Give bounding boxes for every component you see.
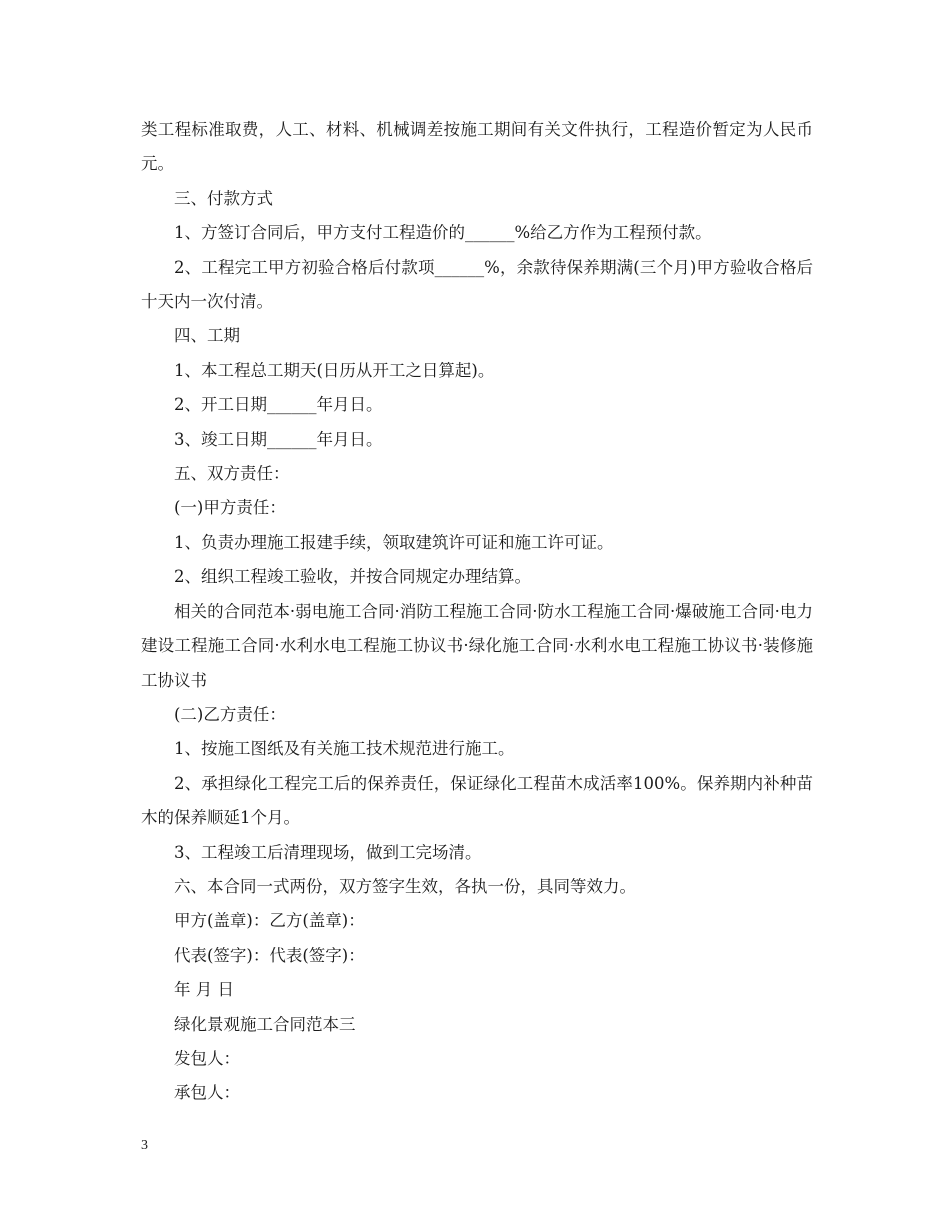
paragraph-cost-continuation: 类工程标准取费，人工、材料、机械调差按施工期间有关文件执行，工程造价暂定为人民币元。 — [141, 120, 813, 174]
subheading-party-a: (一)甲方责任： — [174, 498, 286, 518]
employer-line: 发包人： — [174, 1048, 240, 1068]
paragraph-party-a-1: 1、负责办理施工报建手续，领取建筑许可证和施工许可证。 — [174, 532, 614, 552]
signature-seal-line: 甲方(盖章)：乙方(盖章)： — [174, 911, 365, 931]
paragraph-schedule-3: 3、竣工日期______年月日。 — [174, 429, 383, 449]
paragraph-schedule-1: 1、本工程总工期天(日历从开工之日算起)。 — [174, 360, 495, 380]
paragraph-party-b-1: 1、按施工图纸及有关施工技术规范进行施工。 — [174, 739, 515, 759]
paragraph-party-b-3: 3、工程竣工后清理现场，做到工完场清。 — [174, 842, 482, 862]
contractor-line: 承包人： — [174, 1083, 240, 1103]
subheading-party-b: (二)乙方责任： — [174, 704, 286, 724]
section-heading-payment: 三、付款方式 — [174, 188, 273, 208]
paragraph-copies: 六、本合同一式两份，双方签字生效，各执一份，具同等效力。 — [174, 876, 636, 896]
paragraph-party-a-2: 2、组织工程竣工验收，并按合同规定办理结算。 — [174, 567, 531, 587]
paragraph-payment-2: 2、工程完工甲方初验合格后付款项______%，余款待保养期满(三个月)甲方验收合格后十天内一次付清。 — [141, 257, 813, 312]
paragraph-schedule-2: 2、开工日期______年月日。 — [174, 395, 383, 415]
paragraph-party-b-2: 2、承担绿化工程完工后的保养责任，保证绿化工程苗木成活率100%。保养期内补种苗木的保养顺延1个月。 — [141, 773, 813, 828]
section-heading-responsibilities: 五、双方责任： — [174, 464, 290, 484]
document-body — [141, 113, 813, 1111]
paragraph-payment-1: 1、方签订合同后，甲方支付工程造价的______%给乙方作为工程预付款。 — [174, 223, 712, 243]
signature-representative-line: 代表(签字)：代表(签字)： — [174, 945, 365, 965]
paragraph-related-contracts: 相关的合同范本·弱电施工合同·消防工程施工合同·防水工程施工合同·爆破施工合同·电力建设工程施工合同·水利水电工程施工协议书·绿化施工合同·水利水电工程施工协议书·装修施工协议书 — [141, 601, 813, 690]
page-number: 3 — [141, 1138, 148, 1153]
signature-date-line: 年 月 日 — [174, 980, 234, 1000]
section-heading-schedule: 四、工期 — [174, 326, 240, 346]
contract-title-three: 绿化景观施工合同范本三 — [174, 1014, 356, 1034]
